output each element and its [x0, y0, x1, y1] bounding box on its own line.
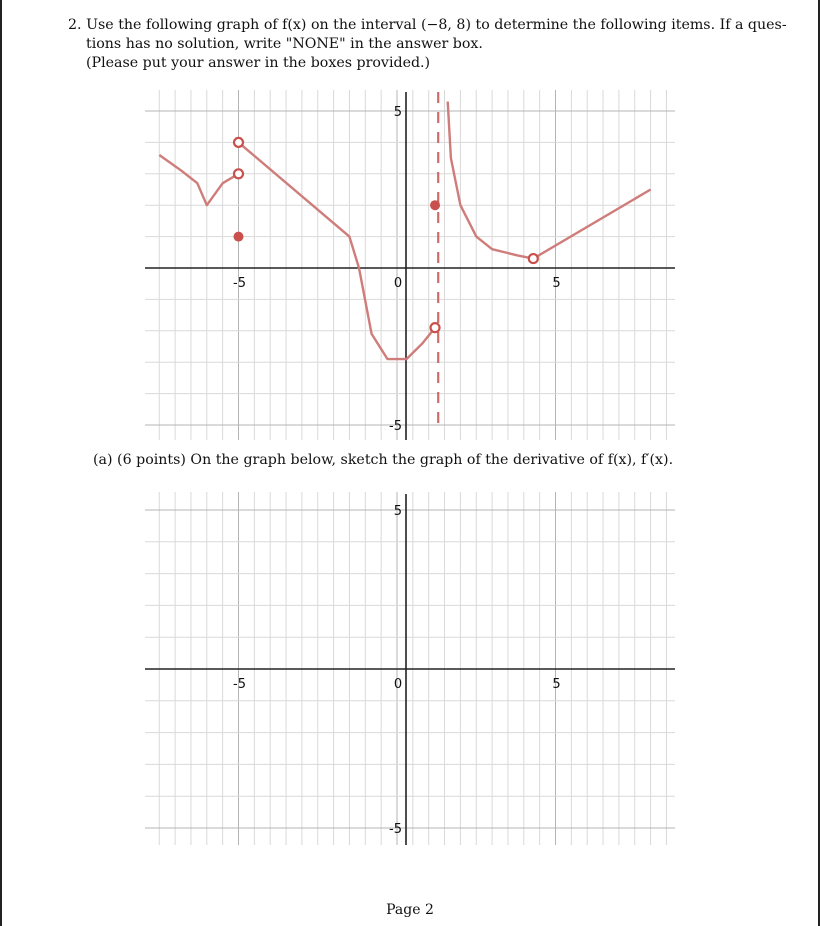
- question-line-3: (Please put your answer in the boxes provided.): [86, 55, 431, 71]
- y-tick-label: -5: [389, 419, 402, 434]
- y-tick-label: 5: [393, 105, 402, 120]
- question-line-1: 2. Use the following graph of f(x) on the interval (−8, 8) to determine the following items. If a ques-: [68, 17, 787, 33]
- x-tick-label: 5: [552, 677, 561, 692]
- y-tick-label: -5: [389, 822, 402, 837]
- question-number: 2.: [68, 17, 82, 33]
- part-a-prompt: (a) (6 points) On the graph below, sketch the graph of the derivative of f(x), f′(x).: [93, 452, 674, 468]
- x-tick-label: -5: [233, 276, 246, 291]
- x-tick-label: 0: [393, 276, 403, 291]
- question-line-2: tions has no solution, write "NONE" in the answer box.: [86, 36, 483, 52]
- page-number: Page 2: [386, 902, 434, 918]
- x-tick-label: 0: [393, 677, 403, 692]
- x-tick-label: -5: [233, 677, 246, 692]
- x-tick-label: 5: [552, 276, 561, 291]
- y-tick-label: 5: [393, 504, 402, 519]
